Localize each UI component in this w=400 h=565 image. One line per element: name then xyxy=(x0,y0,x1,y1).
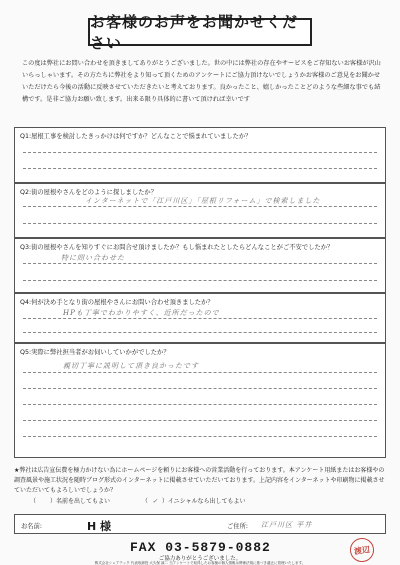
fax-number: FAX 03-5879-0882 xyxy=(130,540,271,555)
intro-text: この度は弊社にお問い合わせを頂きましてありがとうございました。世の中には弊社の存在やサービスをご存知ないお客様が沢山いらっしゃいます。その方たちに弊社をより知って頂くためのアンケートにご協力頂けないでしょうかお客様のご意見をお聞かせいただけたら今後の活動に反映させていただきたいと考えております。良かったこと、嬉しかったことどのような些細な事でも結構です。是非ご協力お願い致します。出来る限り具体的に書いて頂ければ幸いです xyxy=(22,60,381,103)
publication-notice: ★弊社は広告宣伝費を極力かけない為にホームページを頼りにお客様への営業活動を行っております。本アンケート用紙またはお客様やの調査風景や施工状況を随時ブログ形式のインターネットに掲載させていただいております。上記内容をインターネットや印刷物に掲載させていただいてもよろしいでしょうか？ xyxy=(14,467,385,494)
consent-options xyxy=(30,496,246,505)
answer-line xyxy=(23,223,377,224)
address-label: ご住所: xyxy=(227,523,249,530)
question-3-answer: 特に問い合わせた xyxy=(61,254,125,262)
answer-line xyxy=(23,436,377,437)
address-value: 江戸川区 平井 xyxy=(261,521,313,529)
answer-line xyxy=(23,280,377,281)
question-2-answer: インターネットで「江戸川区」「屋根リフォーム」で検索しました xyxy=(85,197,321,205)
consent-option-1-label: 名前を出してもよい xyxy=(56,498,111,505)
question-4-label: Q4:何が決め手となり街の屋根やさんにお問い合わせ頂きましたか？ xyxy=(20,299,214,306)
privacy-text: 当アンケートで取得したお客様の個人情報は関係法規に基づき適正に管理いたします。 xyxy=(169,561,306,565)
answer-line xyxy=(23,206,377,207)
bracket-open: （ xyxy=(141,498,148,505)
name-address-box xyxy=(14,514,386,534)
bracket-close: ） xyxy=(50,498,57,505)
footer-small xyxy=(0,561,400,565)
question-5-answer: 親切丁寧に説明して頂き良かったです xyxy=(63,362,199,370)
question-2-box xyxy=(14,183,386,238)
answer-line xyxy=(23,318,377,319)
question-2-label: Q2:街の屋根やさんをどのように探しましたか？ xyxy=(20,189,158,196)
answer-line xyxy=(23,388,377,389)
question-5-box xyxy=(14,343,386,458)
consent-option-2-label: イニシャルなら出してもよい xyxy=(167,498,246,505)
name-label: お名前: xyxy=(21,523,43,530)
thanks-text: ご協力ありがとうございました。 xyxy=(158,556,242,562)
answer-line xyxy=(23,420,377,421)
answer-line xyxy=(23,372,377,373)
question-1-box xyxy=(14,127,386,183)
seal-stamp: 渡辺 xyxy=(348,536,375,563)
name-value: H 様 xyxy=(87,520,112,533)
consent-option-1[interactable] xyxy=(30,498,112,505)
company-text: 株式会社シェアテック 代表取締役 大久保 誠二 xyxy=(94,561,169,565)
bracket-open: （ xyxy=(30,498,37,505)
answer-line xyxy=(23,168,377,169)
question-1-label: Q1:屋根工事を検討したきっかけは何ですか？どんなことで悩まれていましたか？ xyxy=(20,133,252,140)
consent-option-2[interactable] xyxy=(142,498,246,505)
answer-line xyxy=(23,263,377,264)
question-3-label: Q3:街の屋根やさんを知りすぐにお問合せ頂けましたか？もし悩まれたとしたらどんなことがご不安でしたか？ xyxy=(20,244,334,251)
bracket-close: ） xyxy=(161,498,168,505)
question-4-box xyxy=(14,293,386,343)
answer-line xyxy=(23,332,377,333)
answer-line xyxy=(23,404,377,405)
question-3-box xyxy=(14,238,386,293)
consent-option-2-mark: ✓ xyxy=(152,498,158,505)
answer-line xyxy=(23,152,377,153)
question-5-label: Q5:実際に弊社担当者がお伺いしていかがでしたか？ xyxy=(20,349,170,356)
form-title: お客様のお声をお聞かせください xyxy=(90,13,299,52)
form-title-box xyxy=(88,13,312,52)
question-4-answer: HPも丁寧でわかりやすく、近所だったので xyxy=(63,309,220,317)
